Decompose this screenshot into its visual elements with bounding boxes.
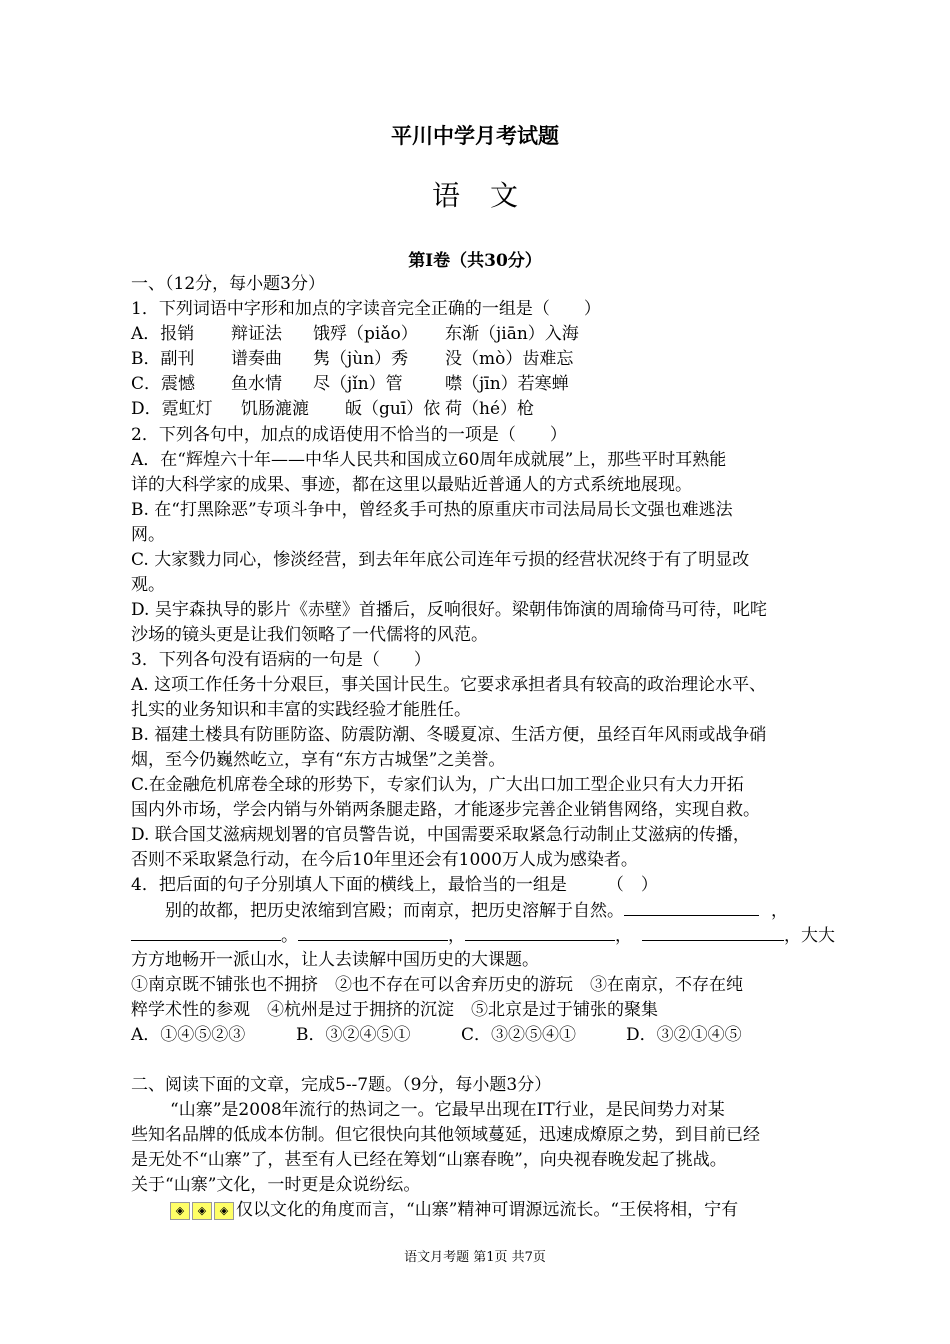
q4-options-line1: ①南京既不铺张也不拥挤 ②也不存在可以舍弃历史的游玩 ③在南京，不存在纯 — [131, 975, 743, 995]
part1-heading: 一、（12分，每小题3分） — [131, 274, 325, 294]
q3-option-a-line2: 扎实的业务知识和丰富的实践经验才能胜任。 — [131, 700, 471, 720]
q3-option-c-line1: C.在金融危机席卷全球的形势下，专家们认为，广大出口加工型企业只有大力开拓 — [131, 775, 744, 795]
q1-option-c: C．震憾 鱼水情 尽（jǐn）管 噤（jīn）若寒蝉 — [131, 374, 569, 394]
q3-option-d-line2: 否则不采取紧急行动，在今后10年里还会有1000万人成为感染者。 — [131, 850, 638, 870]
q2-option-b-line2: 网。 — [131, 525, 165, 545]
page-footer: 语文月考题 第1页 共7页 — [404, 1250, 546, 1265]
subject-title: 语文 — [431, 179, 548, 212]
q1-option-b: B．副刊 谱奏曲 隽（jùn）秀 没（mò）齿难忘 — [131, 349, 574, 369]
q4-passage-line2: 。 ， ， ，大大 — [131, 923, 835, 948]
q4-options-line2: 粹学术性的参观 ④杭州是过于拥挤的沉淀 ⑤北京是过于铺张的聚集 — [131, 1000, 658, 1020]
q1-option-a: A．报销 辩证法 饿殍（piǎo） 东渐（jiān）入海 — [131, 324, 579, 344]
article-line1: “山寨”是2008年流行的热词之一。它最早出现在IT行业，是民间势力对某 — [170, 1100, 725, 1120]
article-line5: ◈ ◈ ◈ 仅以文化的角度而言，“山寨”精神可谓源远流长。“王侯将相，宁有 — [170, 1198, 738, 1222]
q1-stem: 1．下列词语中字形和加点的字读音完全正确的一组是（ ） — [131, 299, 601, 319]
q3-option-c-line2: 国内外市场，学会内销与外销两条腿走路，才能逐步完善企业销售网络，实现自救。 — [131, 800, 760, 820]
page-title: 平川中学月考试题 — [391, 123, 559, 148]
q4-stem: 4．把后面的句子分别填人下面的横线上，最恰当的一组是 （ ） — [131, 875, 658, 895]
q3-option-b-line2: 烟，至今仍巍然屹立，享有“东方古城堡”之美誉。 — [131, 750, 506, 770]
q2-option-b-line1: B. 在“打黑除恶”专项斗争中，曾经炙手可热的原重庆市司法局局长文强也难逃法 — [131, 500, 733, 520]
q3-option-d-line1: D. 联合国艾滋病规划署的官员警告说，中国需要采取紧急行动制止艾滋病的传播， — [131, 825, 750, 845]
fill-blank[interactable] — [298, 923, 448, 941]
q2-option-d-line1: D. 吴宇森执导的影片《赤壁》首播后，反响很好。梁朝伟饰演的周瑜倚马可待，叱咤 — [131, 600, 767, 620]
q2-stem: 2．下列各句中，加点的成语使用不恰当的一项是（ ） — [131, 425, 567, 445]
article-line2: 些知名品牌的低成本仿制。但它很快向其他领域蔓延，迅速成燎原之势，到目前已经 — [131, 1125, 760, 1145]
q2-option-d-line2: 沙场的镜头更是让我们领略了一代儒将的风范。 — [131, 625, 488, 645]
q2-option-c-line1: C. 大家戮力同心，惨淡经营，到去年年底公司连年亏损的经营状况终于有了明显改 — [131, 550, 750, 570]
article-line3: 是无处不“山寨”了，甚至有人已经在筹划“山寨春晚”，向央视春晚发起了挑战。 — [131, 1150, 727, 1170]
fill-blank[interactable] — [624, 898, 759, 916]
article-line4: 关于“山寨”文化，一时更是众说纷纭。 — [131, 1175, 421, 1195]
q1-option-d: D．霓虹灯 饥肠漉漉 皈（guī）依 荷（hé）枪 — [131, 399, 535, 419]
q2-option-a-line2: 详的大科学家的成果、事迹，都在这里以最贴近普通人的方式系统地展现。 — [131, 475, 692, 495]
fill-blank[interactable] — [642, 923, 784, 941]
q3-option-a-line1: A. 这项工作任务十分艰巨，事关国计民生。它要求承担者具有较高的政治理论水平、 — [131, 675, 767, 695]
q3-option-b-line1: B. 福建土楼具有防匪防盗、防震防潮、冬暖夏凉、生活方便，虽经百年风雨或战争硝 — [131, 725, 767, 745]
placeholder-symbol-icon: ◈ — [214, 1202, 234, 1220]
q4-passage-line3: 方方地畅开一派山水，让人去读解中国历史的大课题。 — [131, 950, 539, 970]
q4-passage-line1: 别的故都，把历史浓缩到宫殿；而南京，把历史溶解于自然。 ， — [165, 898, 788, 923]
q2-option-a-line1: A．在“辉煌六十年——中华人民共和国成立60周年成就展”上，那些平时耳熟能 — [131, 450, 727, 470]
fill-blank[interactable] — [465, 923, 615, 941]
fill-blank[interactable] — [131, 923, 281, 941]
section-title: 第Ⅰ卷（共30分） — [408, 251, 542, 271]
part2-heading: 二、阅读下面的文章，完成5--7题。（9分，每小题3分） — [131, 1075, 552, 1095]
q2-option-c-line2: 观。 — [131, 575, 165, 595]
placeholder-symbol-icon: ◈ — [170, 1202, 190, 1220]
q4-choices: A．①④⑤②③ B．③②④⑤① C．③②⑤④① D．③②①④⑤ — [131, 1025, 742, 1045]
q3-stem: 3．下列各句没有语病的一句是（ ） — [131, 650, 431, 670]
placeholder-symbol-icon: ◈ — [192, 1202, 212, 1220]
